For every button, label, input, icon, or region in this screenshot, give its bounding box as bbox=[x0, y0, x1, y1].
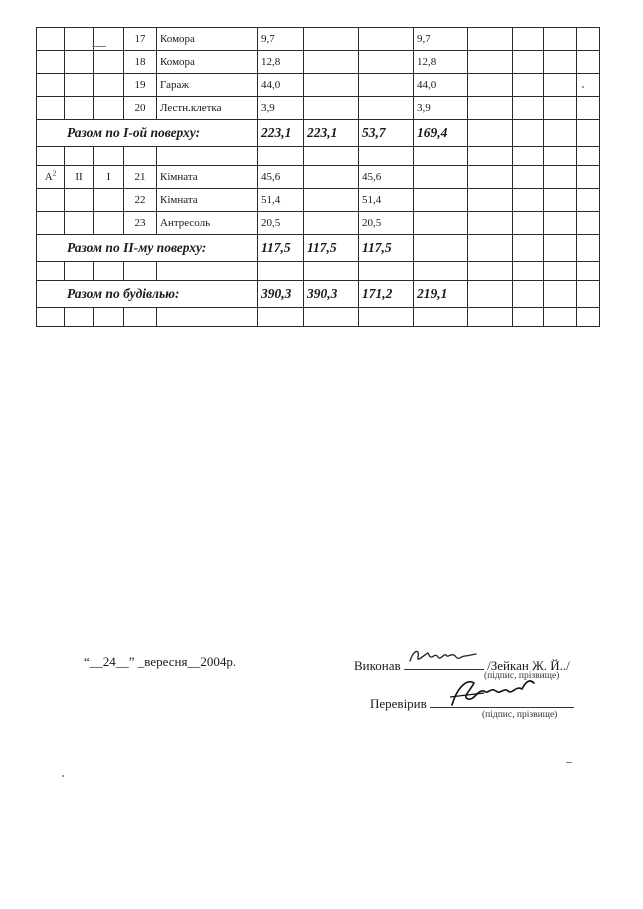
table-row bbox=[37, 147, 600, 166]
document-date: “__24__” _вересня__2004р. bbox=[84, 654, 237, 669]
scan-speck bbox=[566, 762, 572, 763]
floor-1-total-row: Разом по I-ой поверху: 223,1 223,1 53,7 169,4 bbox=[37, 120, 600, 147]
table-row bbox=[37, 262, 600, 281]
scan-speck bbox=[92, 46, 106, 47]
table-row bbox=[37, 308, 600, 327]
table-row: 19 Гараж 44,0 44,0 bbox=[37, 74, 600, 97]
room-name: Антресоль bbox=[157, 212, 258, 235]
table-row: $А^2$ II I 21 Кімната 45,6 45,6 bbox=[37, 166, 600, 189]
room-name: Гараж bbox=[157, 74, 258, 97]
table-row: 17 Комора 9,7 9,7 bbox=[37, 28, 600, 51]
signature-icon bbox=[404, 643, 484, 671]
room-name: Кімната bbox=[157, 189, 258, 212]
apartment-number: I bbox=[94, 166, 124, 189]
table-row: 22 Кімната 51,4 51,4 bbox=[37, 189, 600, 212]
floor-1-total-label: Разом по I-ой поверху: bbox=[37, 120, 258, 147]
room-name: Кімната bbox=[157, 166, 258, 189]
table-row: 23 Антресоль 20,5 20,5 bbox=[37, 212, 600, 235]
building-total-label: Разом по будівлью: bbox=[37, 281, 258, 308]
executed-signature bbox=[404, 655, 484, 670]
floor-2-total-row: Разом по II-му поверху: 117,5 117,5 117,5 bbox=[37, 235, 600, 262]
executed-label: Виконав bbox=[354, 658, 401, 673]
table-row: 20 Лестн.клетка 3,9 3,9 bbox=[37, 97, 600, 120]
floor-number: II bbox=[65, 166, 94, 189]
checked-signature bbox=[430, 693, 574, 708]
signature-icon bbox=[444, 675, 544, 709]
scan-speck bbox=[62, 775, 64, 777]
scan-speck bbox=[582, 86, 584, 88]
checked-label: Перевірив bbox=[370, 696, 427, 711]
table-row: 18 Комора 12,8 12,8 bbox=[37, 51, 600, 74]
room-name: Комора bbox=[157, 51, 258, 74]
building-total-row: Разом по будівлью: 390,3 390,3 171,2 219,1 bbox=[37, 281, 600, 308]
rooms-table bbox=[36, 27, 600, 327]
room-name: Комора bbox=[157, 28, 258, 51]
building-letter: $А^2$ bbox=[37, 166, 65, 189]
floor-2-total-label: Разом по II-му поверху: bbox=[37, 235, 258, 262]
checked-caption: (підпис, прізвище) bbox=[482, 710, 558, 720]
executed-name: /Зейкан Ж. Й../ bbox=[487, 658, 570, 673]
executed-caption: (підпис, прізвище) bbox=[484, 671, 560, 681]
room-name: Лестн.клетка bbox=[157, 97, 258, 120]
